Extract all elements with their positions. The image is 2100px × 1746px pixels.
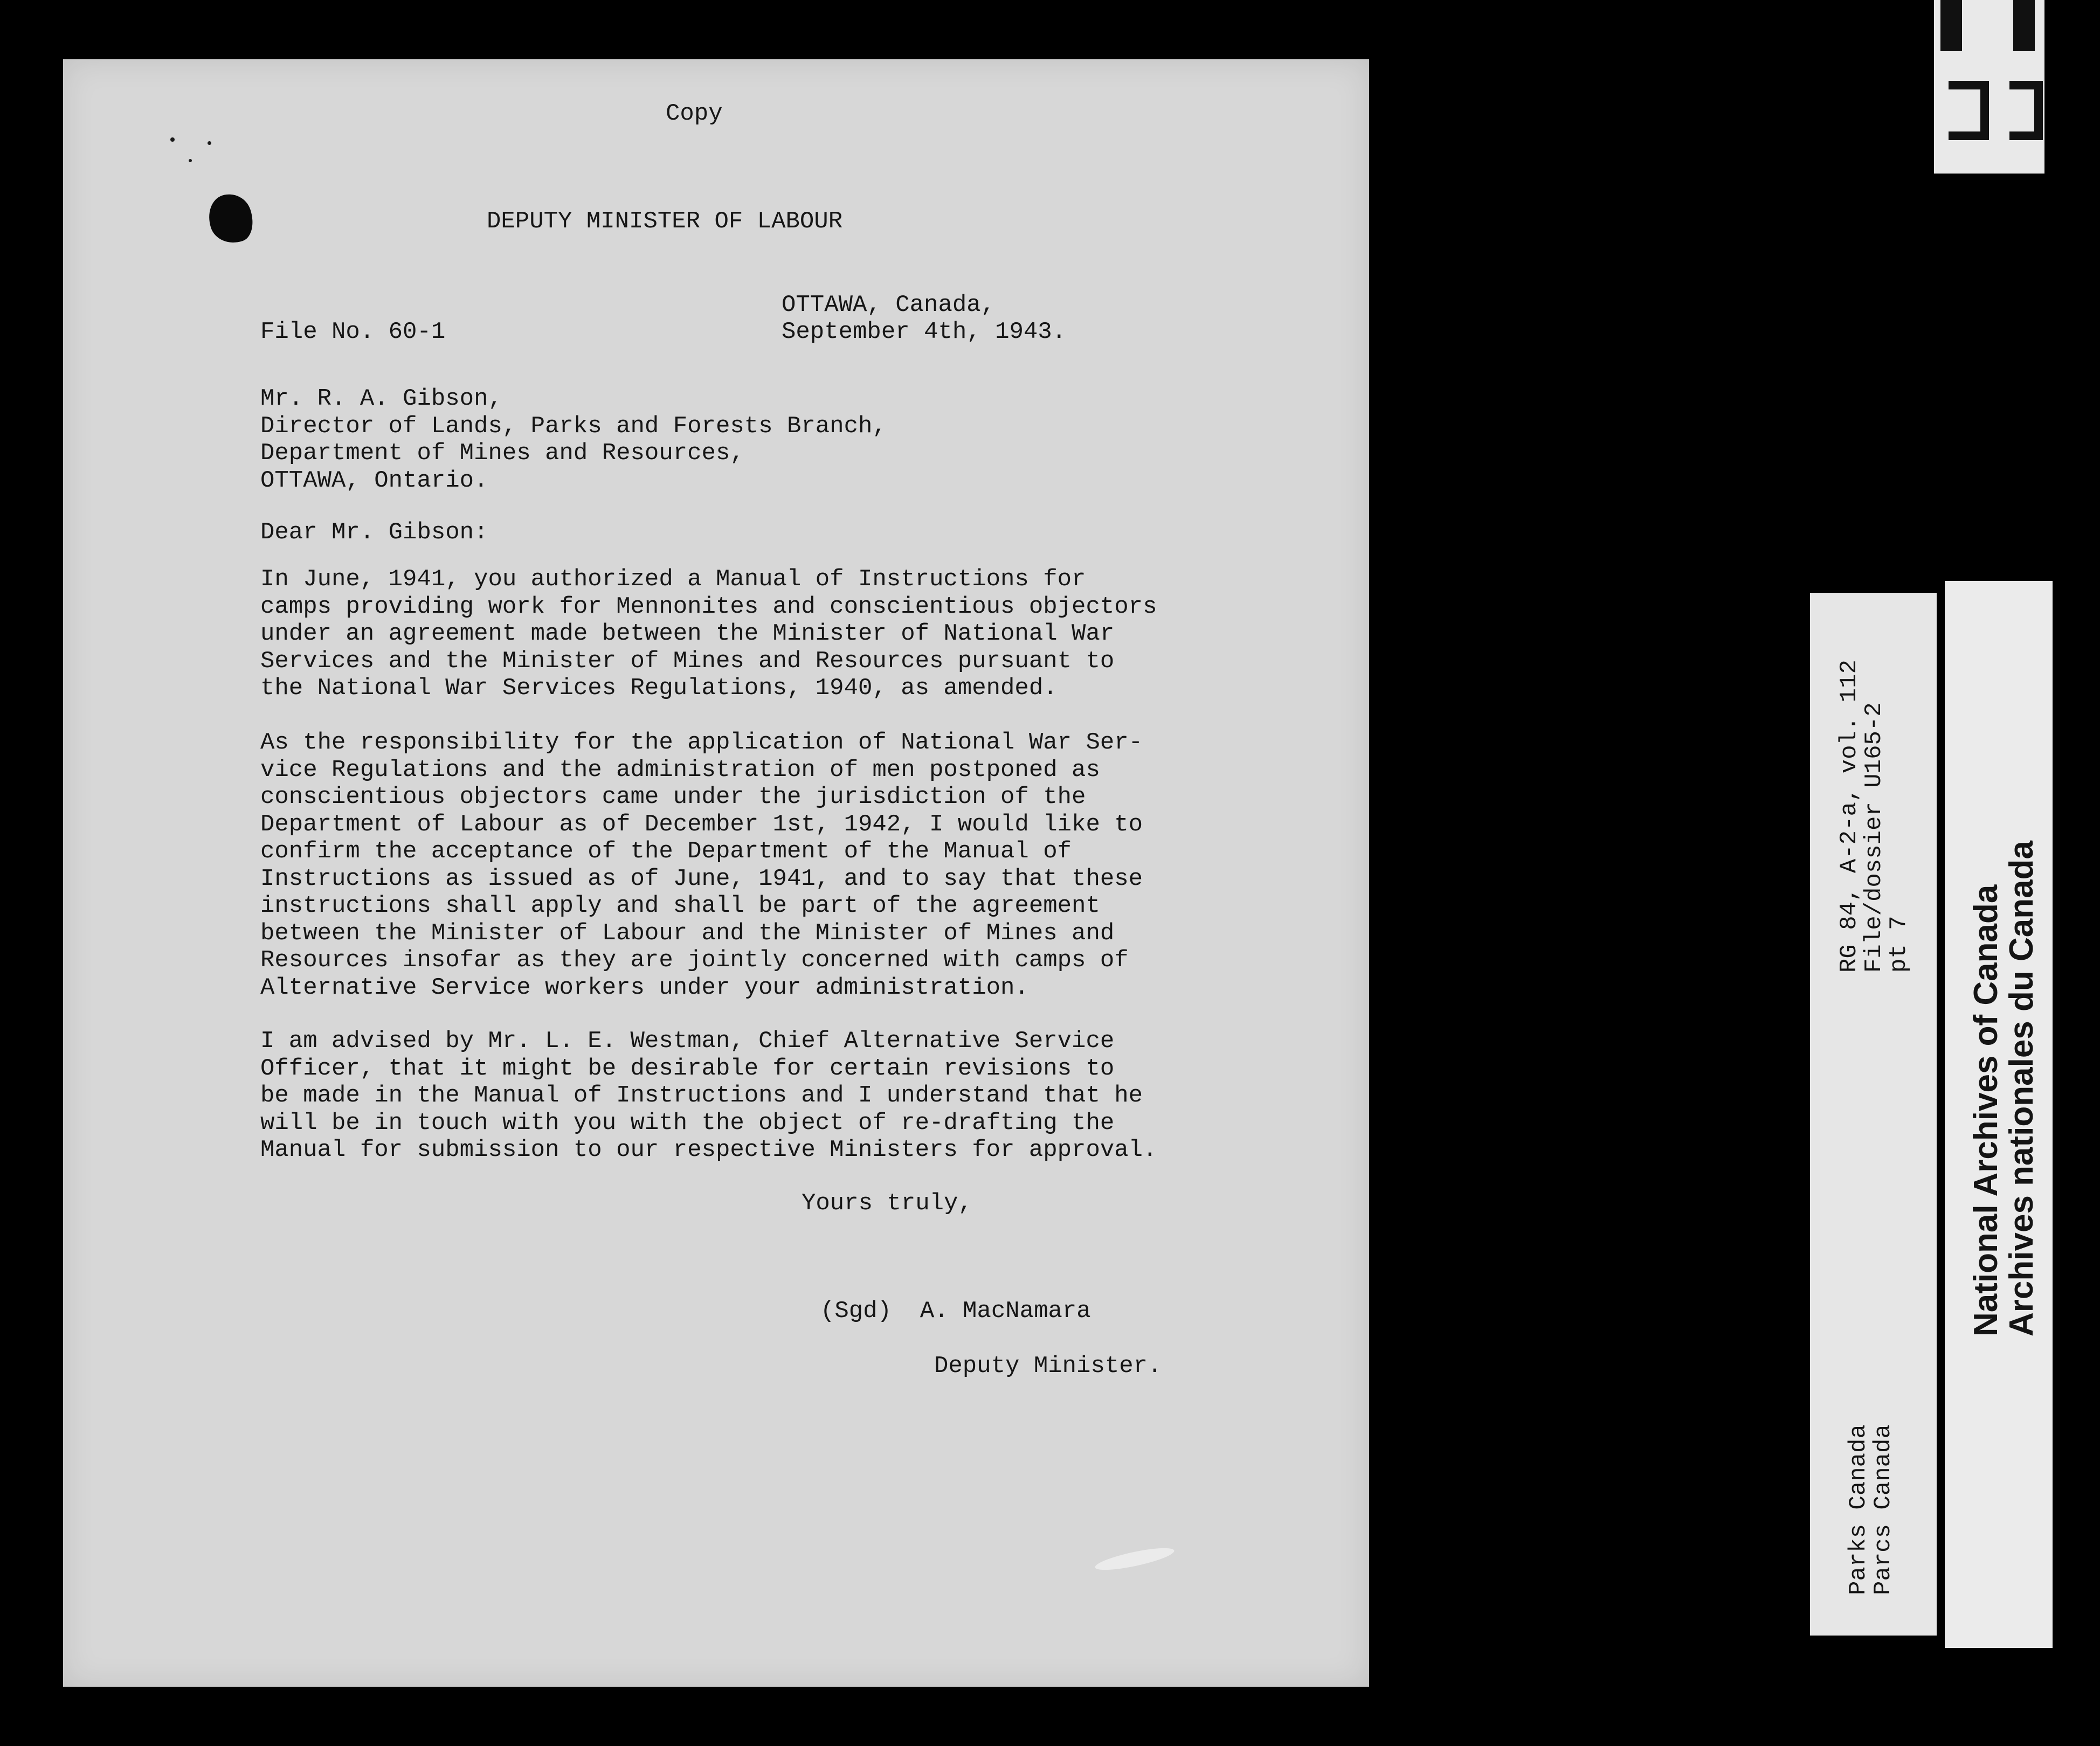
tab-mark — [1940, 0, 1962, 51]
paper-speck — [189, 159, 192, 162]
text-line: Officer, that it might be desirable for certain revisions to — [260, 1055, 1115, 1082]
text-line: Services and the Minister of Mines and Resources pursuant to — [260, 647, 1115, 675]
address-line: Mr. R. A. Gibson, — [260, 385, 502, 412]
signature-title: Deputy Minister. — [934, 1353, 1162, 1380]
institution-line: National Archives of Canada — [1967, 884, 2005, 1336]
text-line: I am advised by Mr. L. E. Westman, Chief Alternative Service — [260, 1028, 1115, 1055]
paper-speck — [208, 141, 211, 145]
department-line: Parcs Canada — [1870, 1424, 1897, 1595]
reference-line: RG 84, A-2-a, vol. 112 — [1836, 660, 1863, 973]
tab-mark — [2013, 0, 2035, 51]
text-line: As the responsibility for the application of National War Ser- — [260, 729, 1143, 756]
archive-department — [1846, 1424, 1896, 1595]
signature-line: (Sgd) A. MacNamara — [820, 1298, 1091, 1325]
text-line: In June, 1941, you authorized a Manual of Instructions for — [260, 566, 1086, 593]
archive-institution — [1968, 841, 2040, 1336]
address-line: Department of Mines and Resources, — [260, 440, 744, 467]
body-paragraph-1 — [260, 566, 1157, 702]
text-line: camps providing work for Mennonites and conscientious objectors — [260, 593, 1157, 620]
text-line: between the Minister of Labour and the Minister of Mines and — [260, 919, 1115, 947]
text-line: under an agreement made between the Minister of National War — [260, 620, 1115, 647]
letter-place: OTTAWA, Canada, — [782, 292, 996, 318]
archive-reference — [1837, 660, 1911, 973]
closing: Yours truly, — [802, 1190, 972, 1217]
institution-line: Archives nationales du Canada — [2003, 841, 2040, 1336]
reference-line: pt 7 — [1885, 916, 1912, 973]
letter-date: September 4th, 1943. — [782, 318, 1067, 345]
text-line: Department of Labour as of December 1st, 1942, I would like to — [260, 810, 1143, 838]
text-line: will be in touch with you with the object of re-drafting the — [260, 1109, 1115, 1137]
text-line: the National War Services Regulations, 1940, as amended. — [260, 675, 1058, 702]
text-line: Instructions as issued as of June, 1941, and to say that these — [260, 865, 1143, 892]
body-paragraph-2 — [260, 729, 1143, 1001]
text-line: be made in the Manual of Instructions and I understand that he — [260, 1082, 1143, 1109]
address-line: OTTAWA, Ontario. — [260, 467, 488, 494]
tab-glyph — [2009, 81, 2043, 140]
department-line: Parks Canada — [1845, 1424, 1872, 1595]
recipient-address — [260, 385, 887, 494]
letterhead-title: DEPUTY MINISTER OF LABOUR — [487, 208, 843, 235]
address-line: Director of Lands, Parks and Forests Branch, — [260, 412, 887, 440]
text-line: conscientious objectors came under the jurisdiction of the — [260, 784, 1086, 810]
paper-speck — [170, 137, 175, 142]
reference-line: File/dossier U165-2 — [1861, 702, 1888, 973]
text-line: Alternative Service workers under your administration. — [260, 974, 1029, 1001]
text-line: Manual for submission to our respective Ministers for approval. — [260, 1137, 1157, 1163]
text-line: confirm the acceptance of the Department of the Manual of — [260, 838, 1072, 865]
file-number: File No. 60-1 — [260, 318, 446, 345]
tab-glyph — [1949, 81, 1989, 140]
text-line: instructions shall apply and shall be part of the agreement — [260, 892, 1100, 919]
salutation: Dear Mr. Gibson: — [260, 519, 488, 546]
copy-mark: Copy — [666, 100, 723, 127]
body-paragraph-3 — [260, 1028, 1157, 1164]
text-line: Resources insofar as they are jointly concerned with camps of — [260, 947, 1129, 974]
text-line: vice Regulations and the administration of men postponed as — [260, 756, 1100, 784]
